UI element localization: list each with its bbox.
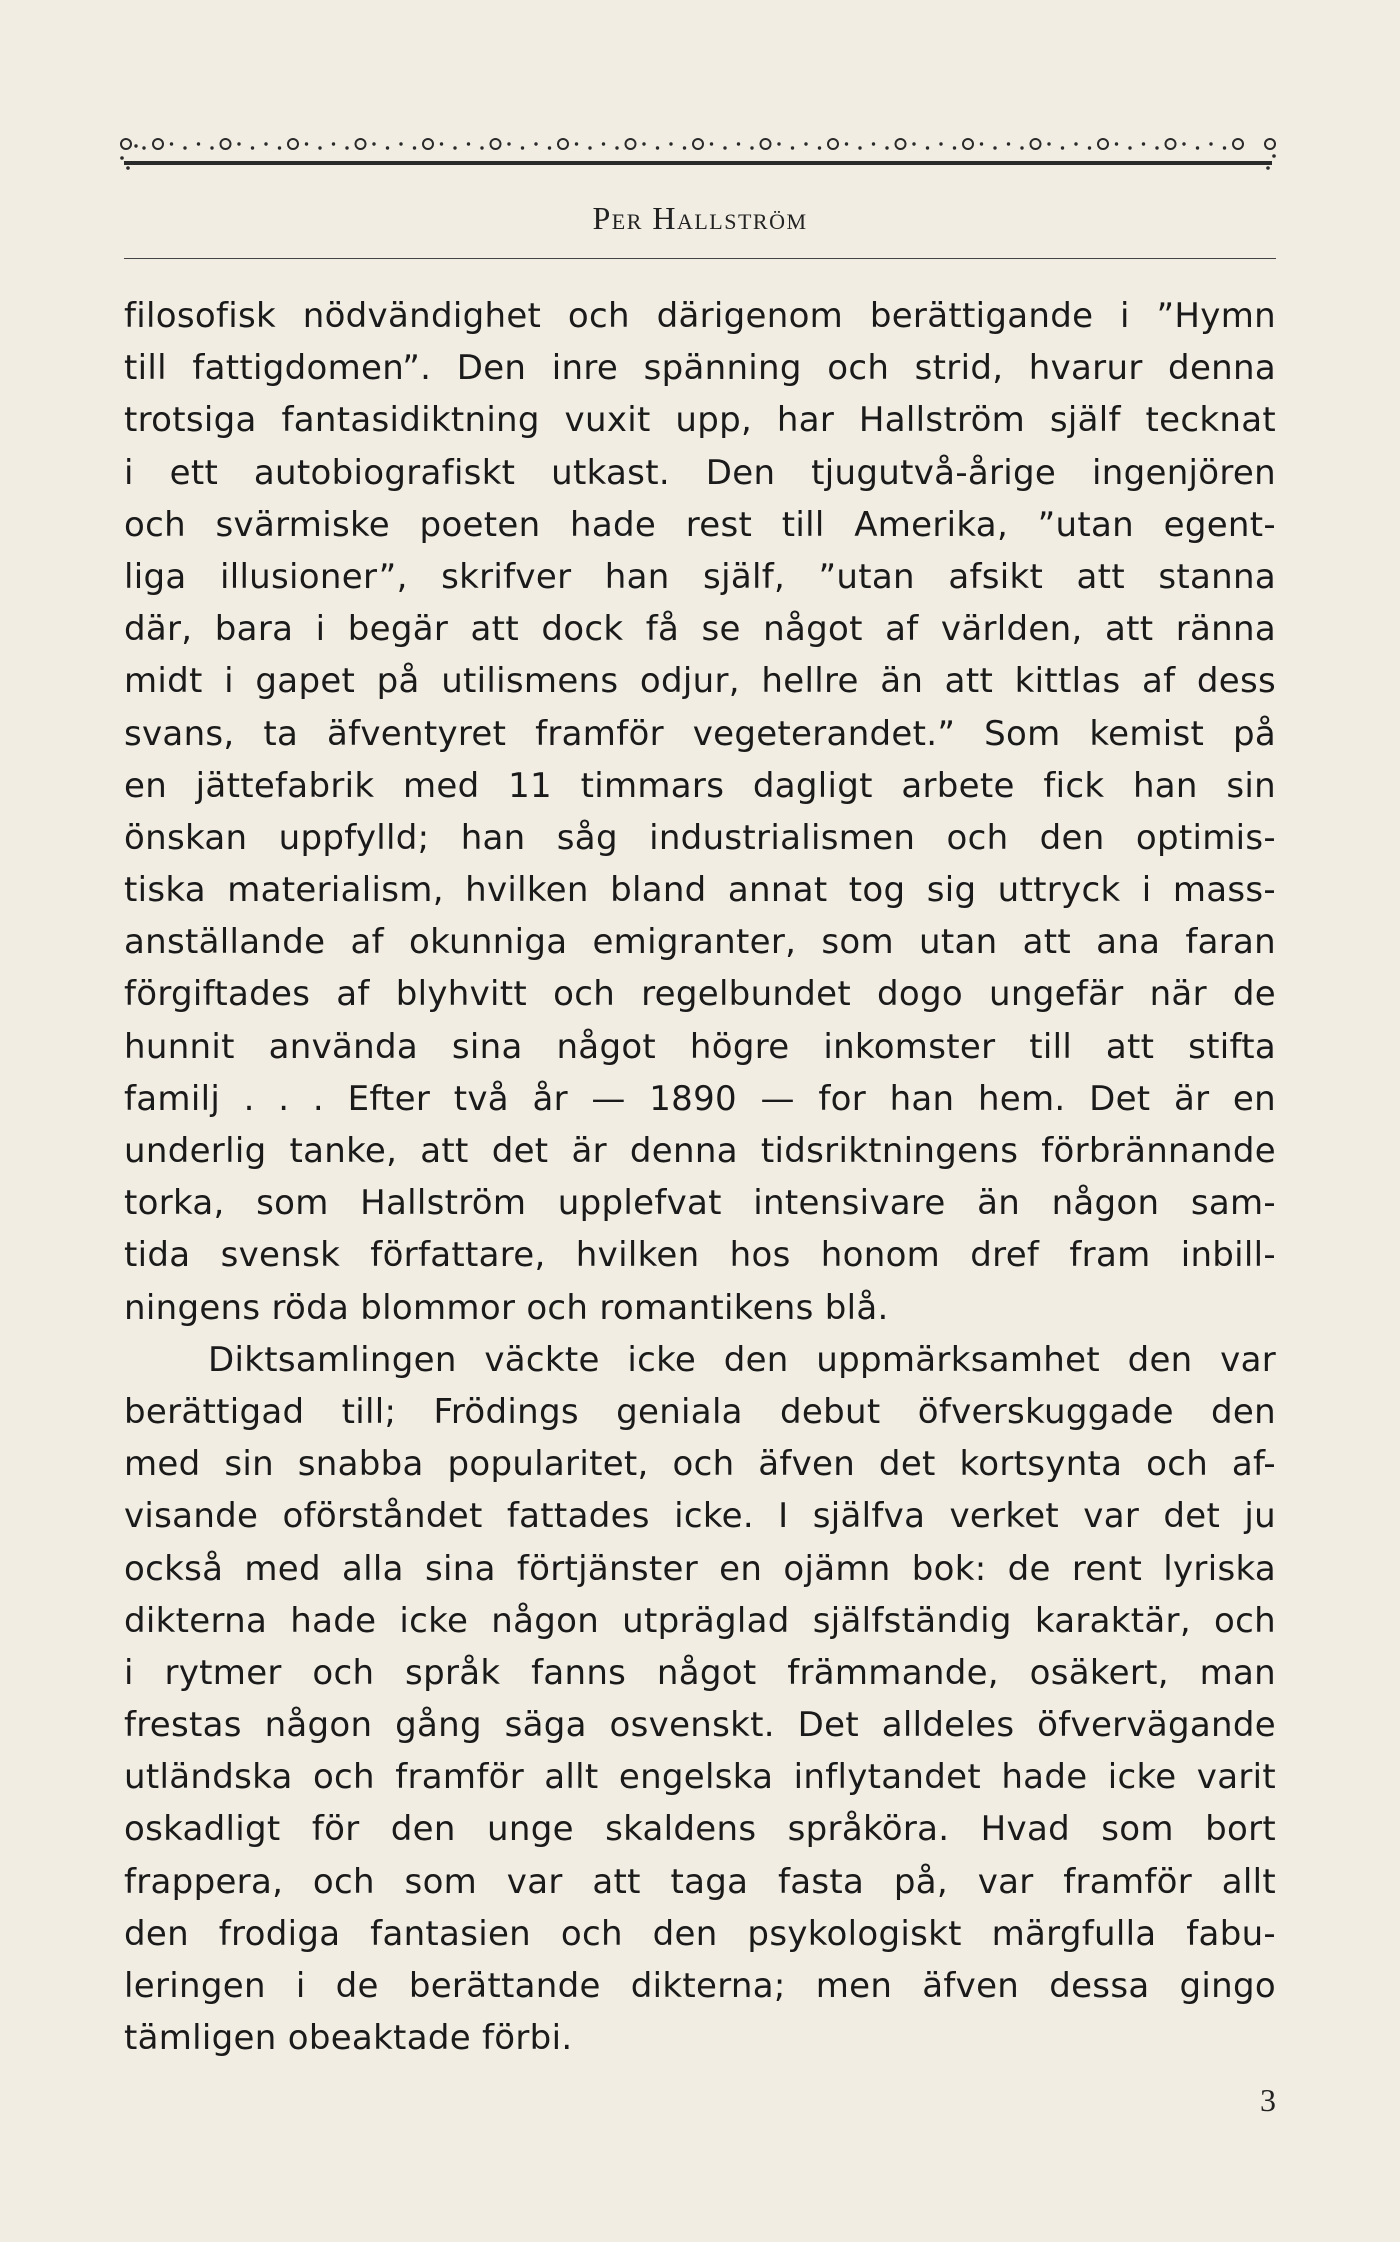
text-line: trotsiga fantasidiktning vuxit upp, har Hallström själf tecknat [124, 400, 1276, 441]
text-line: i ett autobiografiskt utkast. Den tjugutvå-årige ingenjören [124, 452, 1276, 493]
text-line: liga illusioner”, skrifver han själf, ”utan afsikt att stanna [124, 556, 1276, 597]
text-line: förgiftades af blyhvitt och regelbundet dogo ungefär när de [124, 974, 1276, 1015]
text-line: Diktsamlingen väckte icke den uppmärksamhet den var [208, 1339, 1276, 1380]
text-line: hunnit använda sina något högre inkomster till att stifta [124, 1026, 1276, 1067]
text-line: torka, som Hallström upplefvat intensivare än någon sam- [124, 1183, 1276, 1224]
text-line: underlig tanke, att det är denna tidsriktningens förbrännande [124, 1131, 1276, 1171]
text-line: till fattigdomen”. Den inre spänning och strid, hvarur denna [124, 348, 1276, 389]
header-rule [124, 258, 1276, 259]
text-line: tiska materialism, hvilken bland annat tog sig uttryck i mass- [124, 870, 1276, 911]
text-line: midt i gapet på utilismens odjur, hellre än att kittlas af dess [124, 661, 1276, 702]
text-line: utländska och framför allt engelska inflytandet hade icke varit [124, 1757, 1276, 1798]
page-number: 3 [1260, 2082, 1276, 2118]
text-line: anställande af okunniga emigranter, som utan att ana faran [124, 922, 1276, 963]
text-line: filosofisk nödvändighet och därigenom berättigande i ”Hymn [124, 296, 1276, 336]
running-head: Per Hallström [592, 200, 808, 236]
text-line: svans, ta äfventyret framför vegeterandet.” Som kemist på [124, 713, 1276, 754]
text-line: också med alla sina förtjänster en ojämn bok: de rent lyriska [124, 1548, 1276, 1589]
text-line: i rytmer och språk fanns något främmande, osäkert, man [124, 1652, 1276, 1693]
text-line: önskan uppfylld; han såg industrialismen och den optimis- [124, 817, 1276, 858]
text-line: den frodiga fantasien och den psykologiskt märgfulla fabu- [124, 1913, 1276, 1954]
text-line: berättigad till; Frödings geniala debut öfverskuggade den [124, 1391, 1276, 1432]
text-line: tida svensk författare, hvilken hos honom dref fram inbill- [124, 1235, 1276, 1276]
text-line: visande oförståndet fattades icke. I själfva verket var det ju [124, 1496, 1276, 1537]
text-line: en jättefabrik med 11 timmars dagligt arbete fick han sin [124, 765, 1276, 806]
text-line: ningens röda blommor och romantikens blå. [124, 1287, 889, 1328]
text-line: dikterna hade icke någon utpräglad själfständig karaktär, och [124, 1600, 1276, 1641]
paragraph [124, 1334, 1276, 2065]
body-text [124, 290, 1276, 2064]
text-line: frappera, och som var att taga fasta på, var framför allt [124, 1861, 1276, 1902]
decorative-border-ornament [118, 128, 1278, 176]
text-line: tämligen obeaktade förbi. [124, 2018, 573, 2059]
text-line: oskadligt för den unge skaldens språköra. Hvad som bort [124, 1809, 1276, 1850]
text-line: frestas någon gång säga osvenskt. Det alldeles öfvervägande [124, 1705, 1276, 1746]
text-line: och svärmiske poeten hade rest till Amerika, ”utan egent- [124, 504, 1276, 545]
text-line: familj . . . Efter två år — 1890 — for han hem. Det är en [124, 1078, 1276, 1119]
text-line: där, bara i begär att dock få se något af världen, att ränna [124, 609, 1276, 650]
paragraph [124, 290, 1276, 1334]
text-line: med sin snabba popularitet, och äfven det kortsynta och af- [124, 1444, 1276, 1485]
text-line: leringen i de berättande dikterna; men äfven dessa gingo [124, 1966, 1276, 2006]
